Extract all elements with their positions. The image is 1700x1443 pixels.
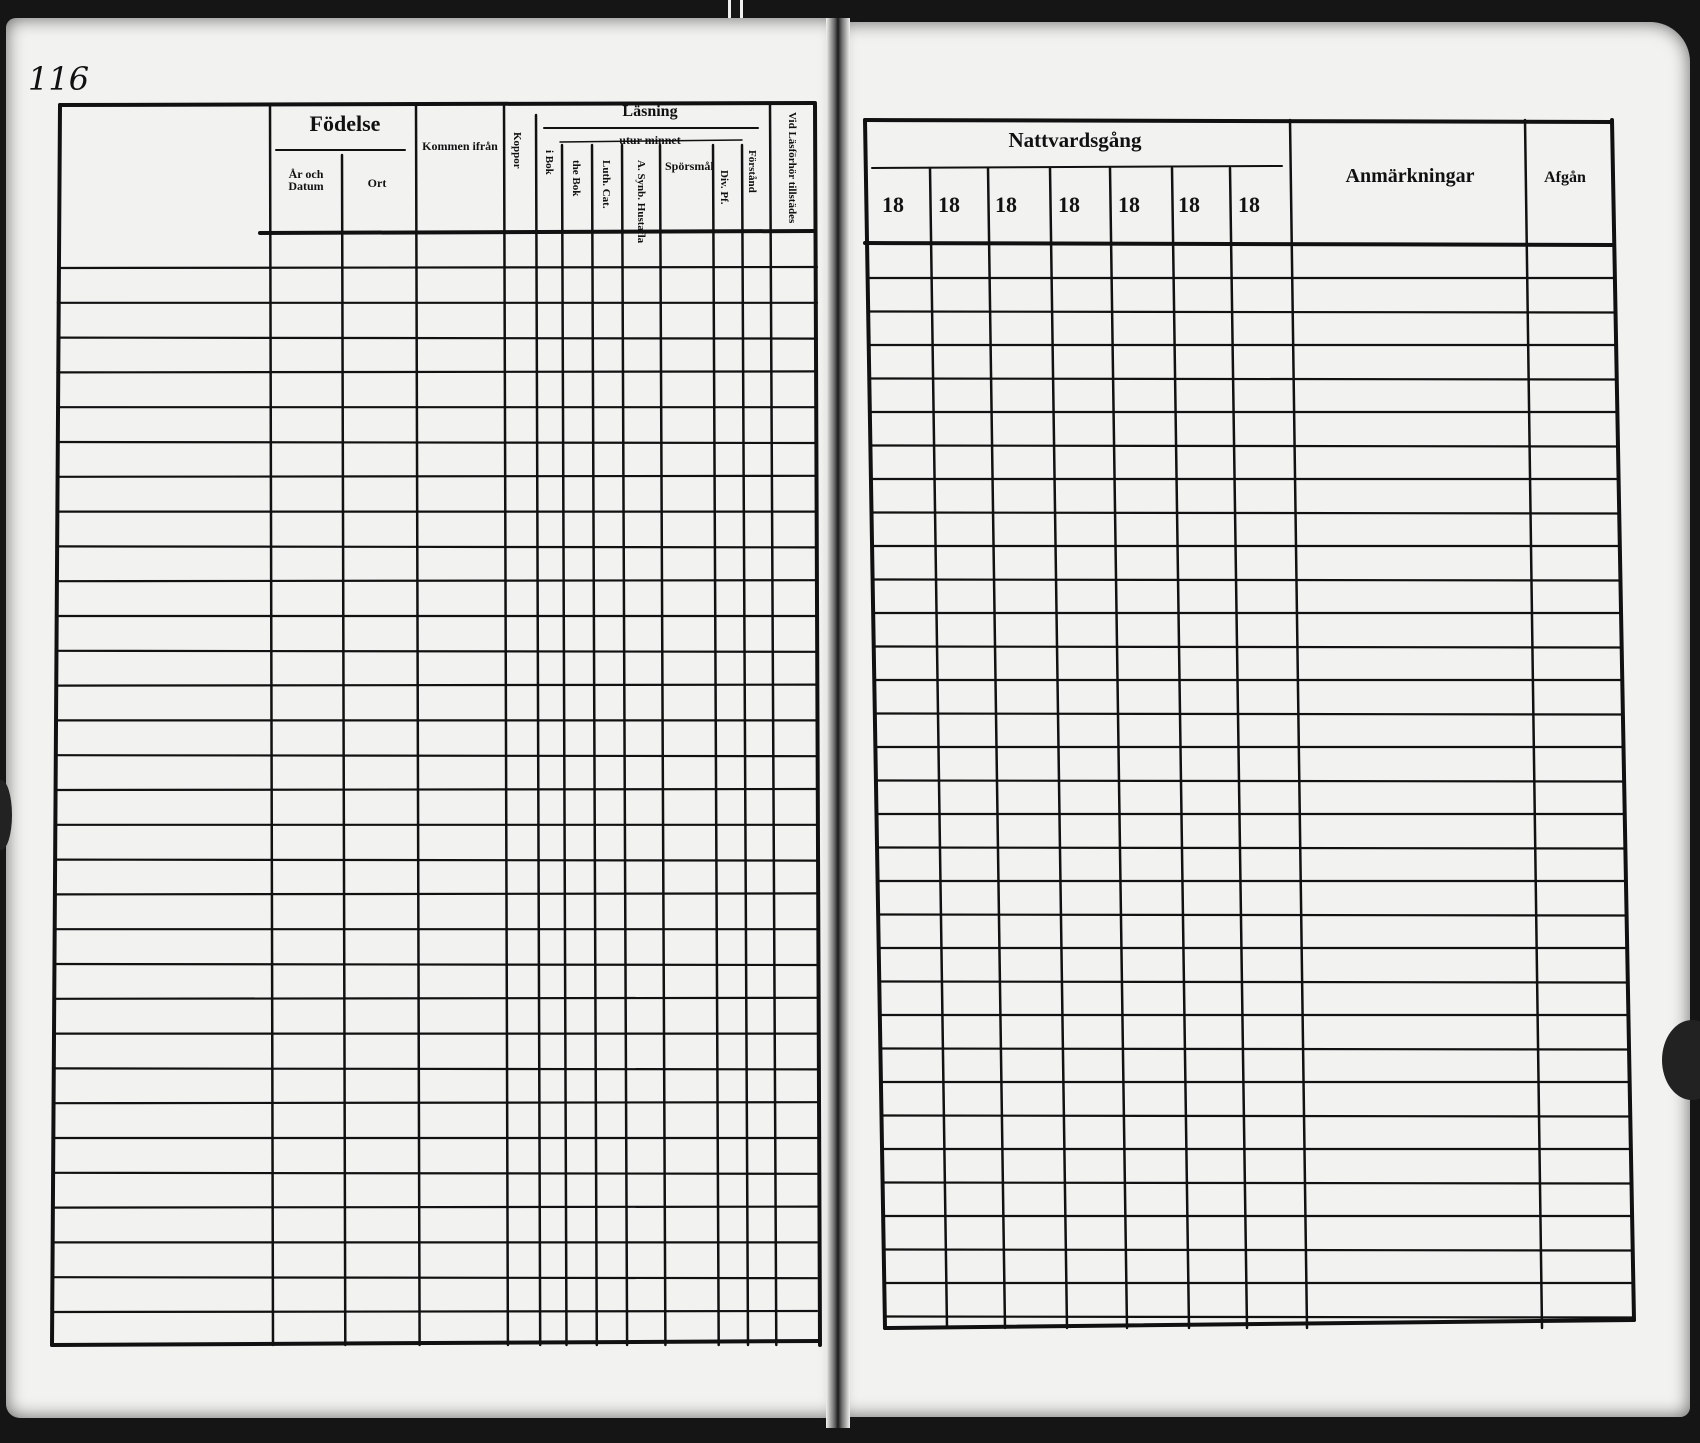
row-rule	[54, 893, 817, 894]
column-rule	[342, 155, 345, 1345]
row-rule	[57, 371, 817, 372]
fodelse-place-header: Ort	[367, 176, 387, 190]
table-border-right	[815, 105, 820, 1345]
nattvardsgang-header: Nattvardsgång	[1008, 128, 1142, 152]
column-rule	[742, 145, 748, 1345]
row-rule	[868, 312, 1615, 313]
lasning-col-header: Div. Pf.	[718, 170, 730, 205]
utur-minnet-header: utur minnet	[619, 133, 681, 147]
row-rule	[877, 848, 1624, 849]
row-rule	[52, 1311, 817, 1312]
lasning-col-header: Luth. Cat.	[600, 160, 612, 209]
row-rule	[882, 1116, 1629, 1117]
row-rule	[56, 580, 817, 581]
fodelse-date-header: År och Datum	[288, 167, 324, 193]
lasning-col-header: Förstånd	[746, 150, 758, 193]
page-number: 116	[28, 60, 90, 98]
column-rule	[622, 145, 627, 1345]
row-rule	[870, 446, 1617, 447]
year-header: 18	[938, 192, 960, 217]
row-rule	[878, 915, 1625, 916]
vid-lasforhor-header: Vid Läsförhör tillstädes	[786, 112, 798, 224]
row-rule	[56, 651, 817, 652]
row-rule	[55, 789, 817, 790]
nattvard-rule	[872, 166, 1282, 168]
row-rule	[56, 546, 817, 547]
row-rule	[884, 1250, 1631, 1251]
row-rule	[53, 1102, 817, 1103]
column-rule	[1525, 120, 1542, 1328]
table-border-top	[865, 120, 1612, 122]
row-rule	[53, 1173, 817, 1174]
row-rule	[55, 755, 817, 756]
lasning-col-header: A. Synb. Hustafla	[635, 160, 647, 244]
row-rule	[53, 1207, 817, 1208]
row-rule	[54, 964, 817, 965]
row-rule	[880, 982, 1627, 983]
lasning-col-header: Spörsmål	[665, 159, 714, 173]
lasning-header: Läsning	[622, 103, 678, 120]
row-rule	[53, 1068, 817, 1069]
row-rule	[54, 998, 817, 999]
header-rule	[865, 243, 1612, 245]
row-rule	[876, 781, 1623, 782]
row-rule	[56, 685, 817, 686]
row-rule	[869, 379, 1616, 380]
year-header: 18	[882, 192, 904, 217]
year-header: 18	[1178, 192, 1200, 217]
lasning-col-header: i Bok	[543, 150, 555, 175]
year-header: 18	[995, 192, 1017, 217]
column-rule	[713, 145, 719, 1345]
column-rule	[504, 105, 508, 1345]
row-rule	[57, 442, 817, 443]
row-rule	[55, 860, 817, 861]
row-rule	[58, 267, 817, 268]
column-rule	[562, 145, 567, 1345]
column-rule	[1290, 120, 1307, 1328]
column-rule	[416, 105, 420, 1345]
column-rule	[592, 145, 597, 1345]
row-rule	[875, 714, 1622, 715]
column-rule	[770, 105, 776, 1345]
year-header: 18	[1118, 192, 1140, 217]
anmarkningar-header: Anmärkningar	[1345, 165, 1475, 187]
column-rule	[536, 115, 540, 1345]
lasning-col-header: the Bok	[570, 160, 582, 197]
afgan-header: Afgån	[1544, 169, 1586, 186]
fodelse-header: Födelse	[309, 111, 381, 136]
row-rule	[871, 513, 1618, 514]
row-rule	[874, 647, 1621, 648]
column-rule	[270, 105, 273, 1345]
column-rule	[660, 145, 665, 1345]
table-border-bottom	[52, 1341, 820, 1345]
row-rule	[57, 476, 817, 477]
table-border-left	[865, 120, 885, 1328]
table-border-bottom	[885, 1320, 1634, 1328]
table-border-left	[52, 105, 60, 1345]
row-rule	[881, 1049, 1628, 1050]
kommen-ifran-header: Kommen ifrån	[422, 139, 498, 153]
row-rule	[58, 338, 817, 339]
year-header: 18	[1238, 192, 1260, 217]
row-rule	[886, 1317, 1633, 1318]
row-rule	[872, 580, 1619, 581]
table-border-right	[1612, 120, 1634, 1320]
year-header: 18	[1058, 192, 1080, 217]
row-rule	[883, 1183, 1630, 1184]
koppor-header: Koppor	[511, 132, 523, 169]
row-rule	[52, 1277, 817, 1278]
